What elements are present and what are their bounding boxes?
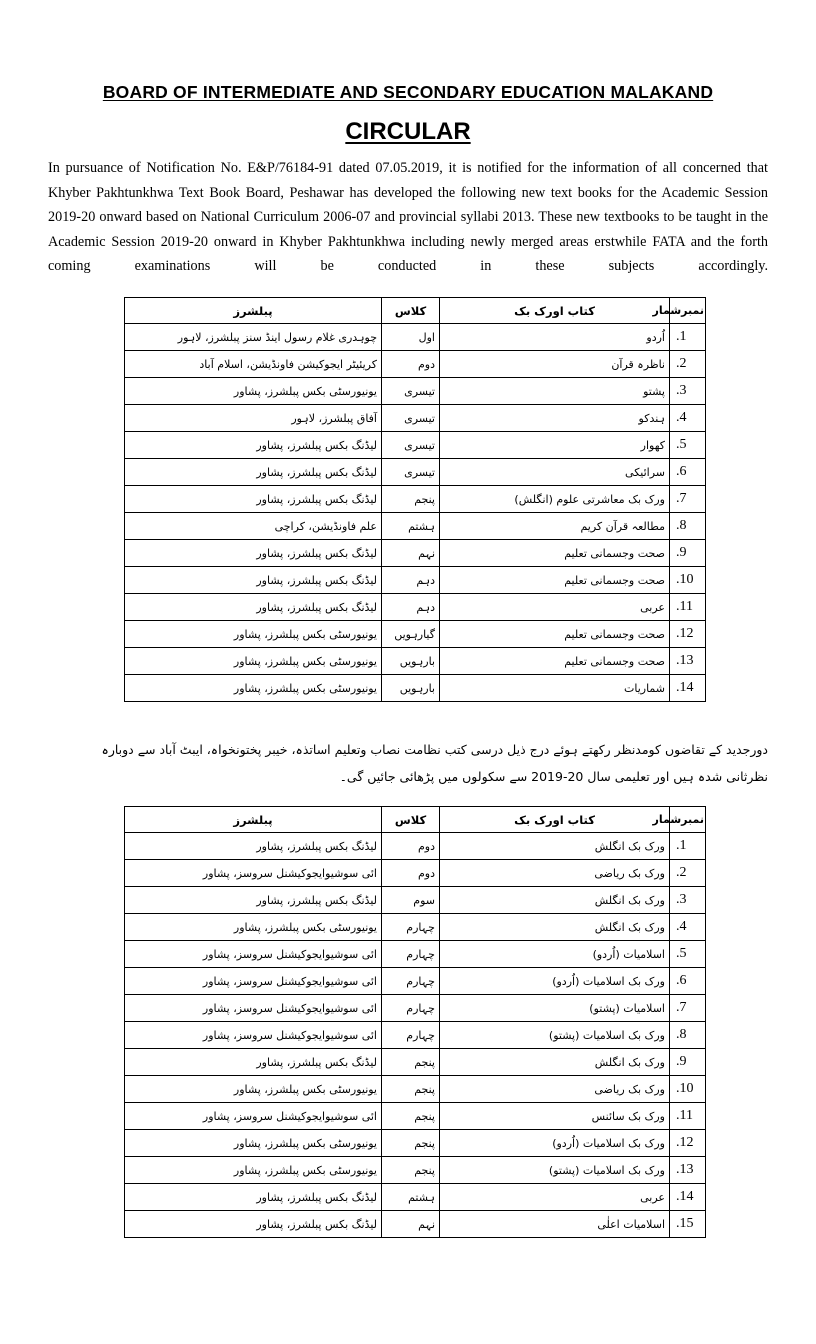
table-row xyxy=(125,1211,706,1238)
table-row xyxy=(125,995,706,1022)
publisher-cell: یونیورسٹی بکس پبلشرز، پشاور xyxy=(125,1157,382,1184)
book-header: کتاب اورک بک xyxy=(440,298,670,324)
table-row xyxy=(125,567,706,594)
class-cell: چہارم xyxy=(382,1022,440,1049)
publisher-cell: ائی سوشیوایجوکیشنل سروسز، پشاور xyxy=(125,860,382,887)
class-cell: چہارم xyxy=(382,995,440,1022)
table-row xyxy=(125,675,706,702)
table-row xyxy=(125,324,706,351)
class-cell: دوم xyxy=(382,833,440,860)
class-cell: بارہویں xyxy=(382,648,440,675)
class-cell: نہم xyxy=(382,1211,440,1238)
class-header: کلاس xyxy=(382,298,440,324)
book-cell: ورک بک اسلامیات (اُردو) xyxy=(440,1130,670,1157)
class-cell: پنجم xyxy=(382,1103,440,1130)
book-cell: ورک بک انگلش xyxy=(440,914,670,941)
class-cell: تیسری xyxy=(382,432,440,459)
publisher-cell: لیڈنگ بکس پبلشرز، پشاور xyxy=(125,833,382,860)
serial-cell: 9. xyxy=(670,540,706,567)
class-cell: تیسری xyxy=(382,459,440,486)
publisher-cell: لیڈنگ بکس پبلشرز، پشاور xyxy=(125,1184,382,1211)
table-header-row xyxy=(125,807,706,833)
table-row xyxy=(125,378,706,405)
book-cell: ورک بک اسلامیات (اُردو) xyxy=(440,968,670,995)
table-row xyxy=(125,1103,706,1130)
table-row xyxy=(125,1130,706,1157)
serial-cell: 14. xyxy=(670,675,706,702)
book-cell: ہندکو xyxy=(440,405,670,432)
table-row xyxy=(125,1049,706,1076)
book-cell: اسلامیات اعلٰی xyxy=(440,1211,670,1238)
class-cell: دوم xyxy=(382,351,440,378)
book-cell: ورک بک معاشرتی علوم (انگلش) xyxy=(440,486,670,513)
book-cell: اُردو xyxy=(440,324,670,351)
serial-cell: 4. xyxy=(670,914,706,941)
publisher-cell: ائی سوشیوایجوکیشنل سروسز، پشاور xyxy=(125,968,382,995)
publisher-header: پبلشرز xyxy=(125,298,382,324)
serial-cell: 12. xyxy=(670,621,706,648)
book-cell: کھوار xyxy=(440,432,670,459)
table-row xyxy=(125,621,706,648)
serial-cell: 6. xyxy=(670,459,706,486)
publisher-cell: ائی سوشیوایجوکیشنل سروسز، پشاور xyxy=(125,941,382,968)
publisher-cell: یونیورسٹی بکس پبلشرز، پشاور xyxy=(125,621,382,648)
book-cell: ناظرہ قرآن xyxy=(440,351,670,378)
class-cell: دوم xyxy=(382,860,440,887)
book-cell: ورک بک انگلش xyxy=(440,833,670,860)
serial-cell: 10. xyxy=(670,1076,706,1103)
publisher-cell: ائی سوشیوایجوکیشنل سروسز، پشاور xyxy=(125,995,382,1022)
class-cell: نہم xyxy=(382,540,440,567)
book-cell: شماریات xyxy=(440,675,670,702)
class-cell: چہارم xyxy=(382,914,440,941)
publisher-cell: لیڈنگ بکس پبلشرز، پشاور xyxy=(125,1211,382,1238)
serial-cell: 2. xyxy=(670,351,706,378)
serial-cell: 3. xyxy=(670,378,706,405)
table-header-row xyxy=(125,298,706,324)
publisher-cell: آفاق پبلشرز، لاہور xyxy=(125,405,382,432)
table-row xyxy=(125,1076,706,1103)
serial-cell: 3. xyxy=(670,887,706,914)
serial-cell: 1. xyxy=(670,833,706,860)
table-row xyxy=(125,968,706,995)
publisher-cell: یونیورسٹی بکس پبلشرز، پشاور xyxy=(125,1076,382,1103)
book-header: کتاب اورک بک xyxy=(440,807,670,833)
class-cell: تیسری xyxy=(382,378,440,405)
book-cell: ورک بک انگلش xyxy=(440,887,670,914)
table-row xyxy=(125,914,706,941)
table-row xyxy=(125,594,706,621)
serial-header: نمبرشمار xyxy=(670,807,706,833)
book-cell: ورک بک انگلش xyxy=(440,1049,670,1076)
serial-cell: 1. xyxy=(670,324,706,351)
table-row xyxy=(125,648,706,675)
book-cell: ورک بک سائنس xyxy=(440,1103,670,1130)
table-row xyxy=(125,540,706,567)
serial-cell: 12. xyxy=(670,1130,706,1157)
serial-cell: 8. xyxy=(670,513,706,540)
serial-cell: 15. xyxy=(670,1211,706,1238)
class-cell: پنجم xyxy=(382,1157,440,1184)
class-cell: پنجم xyxy=(382,1049,440,1076)
book-cell: ورک بک اسلامیات (پشتو) xyxy=(440,1157,670,1184)
publisher-cell: یونیورسٹی بکس پبلشرز، پشاور xyxy=(125,675,382,702)
board-title: BOARD OF INTERMEDIATE AND SECONDARY EDUCATION MALAKAND xyxy=(102,82,714,102)
publisher-cell: یونیورسٹی بکس پبلشرز، پشاور xyxy=(125,648,382,675)
serial-cell: 11. xyxy=(670,1103,706,1130)
publisher-cell: لیڈنگ بکس پبلشرز، پشاور xyxy=(125,1049,382,1076)
class-cell: بارہویں xyxy=(382,675,440,702)
book-cell: عربی xyxy=(440,1184,670,1211)
publisher-cell: یونیورسٹی بکس پبلشرز، پشاور xyxy=(125,914,382,941)
publisher-cell: لیڈنگ بکس پبلشرز، پشاور xyxy=(125,887,382,914)
publisher-cell: علم فاونڈیشن، کراچی xyxy=(125,513,382,540)
publisher-cell: چوہدری غلام رسول اینڈ سنز پبلشرز، لاہور xyxy=(125,324,382,351)
table-row xyxy=(125,432,706,459)
serial-cell: 5. xyxy=(670,432,706,459)
table-row xyxy=(125,405,706,432)
publisher-cell: لیڈنگ بکس پبلشرز، پشاور xyxy=(125,567,382,594)
serial-cell: 5. xyxy=(670,941,706,968)
class-cell: دہم xyxy=(382,567,440,594)
publisher-header: پبلشرز xyxy=(125,807,382,833)
book-cell: سرائیکی xyxy=(440,459,670,486)
book-cell: مطالعہ قرآن کریم xyxy=(440,513,670,540)
publisher-cell: لیڈنگ بکس پبلشرز، پشاور xyxy=(125,594,382,621)
class-cell: چہارم xyxy=(382,968,440,995)
table-row xyxy=(125,941,706,968)
table-row xyxy=(125,887,706,914)
table-row xyxy=(125,833,706,860)
class-cell: ہشتم xyxy=(382,1184,440,1211)
urdu-note: دورجدید کے تقاضوں کومدنظر رکھتے ہوئے درج ذیل درسی کتب نظامت نصاب وتعلیم اساتذہ، خیبر پختونخواہ، ایبٹ آباد سے دوبارہ نظرثانی شدہ ہیں اور تعلیمی سال 20-2019 سے سکولوں میں پڑھائی جائیں گی۔ xyxy=(101,742,768,784)
book-cell: صحت وجسمانی تعلیم xyxy=(440,540,670,567)
serial-cell: 10. xyxy=(670,567,706,594)
publisher-cell: ائی سوشیوایجوکیشنل سروسز، پشاور xyxy=(125,1103,382,1130)
serial-cell: 9. xyxy=(670,1049,706,1076)
class-cell: گیارہویں xyxy=(382,621,440,648)
table-row xyxy=(125,1157,706,1184)
class-cell: پنجم xyxy=(382,1076,440,1103)
class-cell: چہارم xyxy=(382,941,440,968)
publisher-cell: یونیورسٹی بکس پبلشرز، پشاور xyxy=(125,1130,382,1157)
class-cell: سوم xyxy=(382,887,440,914)
publisher-cell: یونیورسٹی بکس پبلشرز، پشاور xyxy=(125,378,382,405)
book-cell: اسلامیات (پشتو) xyxy=(440,995,670,1022)
publisher-cell: لیڈنگ بکس پبلشرز، پشاور xyxy=(125,459,382,486)
book-cell: صحت وجسمانی تعلیم xyxy=(440,567,670,594)
book-cell: عربی xyxy=(440,594,670,621)
serial-cell: 13. xyxy=(670,648,706,675)
publisher-cell: لیڈنگ بکس پبلشرز، پشاور xyxy=(125,486,382,513)
table-row xyxy=(125,513,706,540)
book-cell: ورک بک ریاضی xyxy=(440,1076,670,1103)
serial-cell: 4. xyxy=(670,405,706,432)
revised-textbooks-table xyxy=(124,806,706,1238)
serial-cell: 11. xyxy=(670,594,706,621)
class-cell: دہم xyxy=(382,594,440,621)
publisher-cell: لیڈنگ بکس پبلشرز، پشاور xyxy=(125,540,382,567)
book-cell: پشتو xyxy=(440,378,670,405)
intro-paragraph: In pursuance of Notification No. E&P/76184-91 dated 07.05.2019, it is notified for the information of all concerned that Khyber Pakhtunkhwa Text Book Board, Peshawar has developed the following new text books for the Academic Session 2019-20 onward based on National Curriculum 2006-07 and provincial syllabi 2013. These new textbooks to be taught in the Academic Session 2019-20 onward in Khyber Pakhtunkhwa including newly merged areas erstwhile FATA and the forth coming examinations will be conducted in these subjects accordingly. xyxy=(48,160,768,274)
class-cell: پنجم xyxy=(382,486,440,513)
book-cell: صحت وجسمانی تعلیم xyxy=(440,621,670,648)
table-row xyxy=(125,486,706,513)
new-textbooks-table xyxy=(124,297,706,702)
class-cell: اول xyxy=(382,324,440,351)
class-cell: پنجم xyxy=(382,1130,440,1157)
serial-cell: 8. xyxy=(670,1022,706,1049)
serial-cell: 13. xyxy=(670,1157,706,1184)
publisher-cell: لیڈنگ بکس پبلشرز، پشاور xyxy=(125,432,382,459)
serial-cell: 7. xyxy=(670,995,706,1022)
table-row xyxy=(125,1022,706,1049)
book-cell: ورک بک ریاضی xyxy=(440,860,670,887)
book-cell: اسلامیات (اُردو) xyxy=(440,941,670,968)
serial-cell: 2. xyxy=(670,860,706,887)
table-row xyxy=(125,1184,706,1211)
serial-cell: 6. xyxy=(670,968,706,995)
table-row xyxy=(125,860,706,887)
serial-header: نمبرشمار xyxy=(670,298,706,324)
class-cell: ہشتم xyxy=(382,513,440,540)
book-cell: صحت وجسمانی تعلیم xyxy=(440,648,670,675)
publisher-cell: ائی سوشیوایجوکیشنل سروسز، پشاور xyxy=(125,1022,382,1049)
table-row xyxy=(125,351,706,378)
serial-cell: 14. xyxy=(670,1184,706,1211)
book-cell: ورک بک اسلامیات (پشتو) xyxy=(440,1022,670,1049)
circular-title: CIRCULAR xyxy=(345,118,471,145)
table-row xyxy=(125,459,706,486)
serial-cell: 7. xyxy=(670,486,706,513)
class-header: کلاس xyxy=(382,807,440,833)
class-cell: تیسری xyxy=(382,405,440,432)
publisher-cell: کریئیٹر ایجوکیشن فاونڈیشن، اسلام آباد xyxy=(125,351,382,378)
